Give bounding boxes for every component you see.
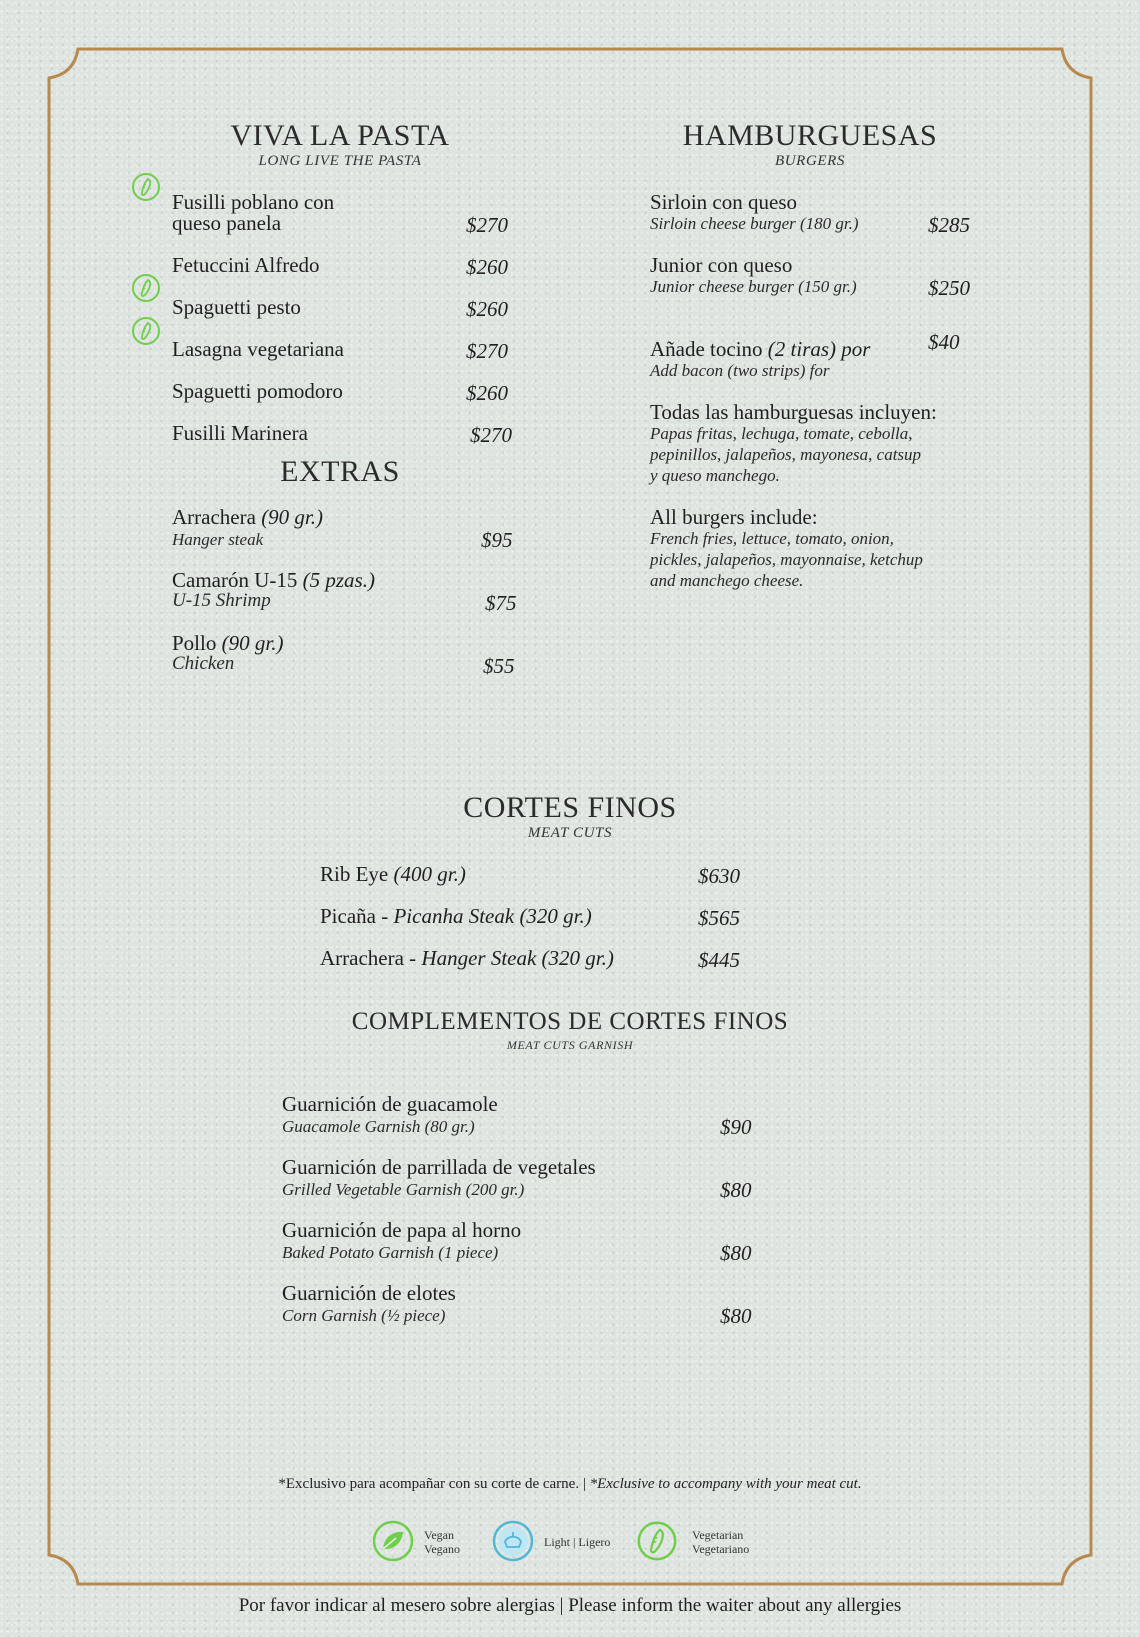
menu-item-description: Grilled Vegetable Garnish (200 gr.): [282, 1180, 525, 1199]
garnish-title: COMPLEMENTOS DE CORTES FINOS: [351, 1008, 789, 1035]
menu-item-description: U-15 Shrimp: [172, 590, 271, 611]
note-en: *Exclusive to accompany with your meat cut.: [589, 1476, 862, 1492]
menu-item-price: $445: [698, 948, 740, 972]
menu-item-name: Spaguetti pomodoro: [172, 379, 343, 403]
menu-item-name: [320, 864, 466, 885]
item-name: Camarón U-15: [172, 568, 298, 592]
menu-item-name: Sirloin con queso: [650, 190, 797, 214]
cuts-subtitle: MEAT CUTS: [527, 825, 613, 841]
item-detail: Picanha Steak (320 gr.): [393, 904, 592, 928]
cuts-title: CORTES FINOS: [463, 791, 677, 824]
vegetarian-icon: [131, 172, 161, 202]
menu-item-name: Fetuccini Alfredo: [172, 253, 320, 277]
includes-line: pepinillos, jalapeños, mayonesa, catsup: [650, 445, 922, 464]
menu-item-description: Chicken: [172, 653, 235, 674]
menu-item-price: $95: [481, 528, 513, 552]
menu-item-price: $40: [928, 330, 960, 354]
menu-item-name: Junior con queso: [650, 253, 793, 277]
menu-item-name: Fusilli Marinera: [172, 421, 308, 445]
menu-item-price: $270: [470, 423, 512, 447]
menu-item-name: Guarnición de guacamole: [282, 1092, 498, 1116]
menu-item-name: Guarnición de papa al horno: [282, 1218, 522, 1242]
menu-item-price: $260: [466, 297, 508, 321]
vegetarian-label-en: Vegetarian: [692, 1528, 744, 1542]
menu-item-price: $90: [720, 1115, 752, 1139]
menu-item-price: $80: [720, 1178, 752, 1202]
menu-item-price: $75: [485, 591, 517, 615]
includes-line: Papas fritas, lechuga, tomate, cebolla,: [650, 424, 913, 443]
menu-item-description: Add bacon (two strips) for: [650, 361, 830, 380]
menu-item-name: Fusilli poblano con: [172, 190, 335, 214]
menu-item-description: Corn Garnish (½ piece): [282, 1306, 446, 1325]
item-name: Picaña -: [320, 904, 394, 928]
vegan-label-es: Vegano: [424, 1542, 460, 1556]
includes-title-es: Todas las hamburguesas incluyen:: [650, 400, 937, 424]
vegetarian-icon: [131, 316, 161, 346]
includes-line: and manchego cheese.: [650, 571, 804, 590]
item-name: Añade tocino: [650, 337, 763, 361]
item-name: Pollo: [172, 631, 217, 655]
vegetarian-label: [692, 1528, 749, 1556]
item-name: Rib Eye: [320, 862, 389, 886]
menu-item-description: Junior cheese burger (150 gr.): [650, 277, 857, 296]
menu-item-price: $270: [466, 339, 508, 363]
item-detail: Hanger Steak (320 gr.): [421, 946, 614, 970]
item-weight: (90 gr.): [261, 505, 324, 529]
menu-item-price: $260: [466, 255, 508, 279]
vegan-icon: [372, 1520, 414, 1562]
menu-item-name: [172, 570, 375, 591]
menu-item-name: Guarnición de parrillada de vegetales: [282, 1155, 596, 1179]
light-icon: [492, 1520, 534, 1562]
item-name: Arrachera -: [320, 946, 422, 970]
item-weight: (5 pzas.): [302, 568, 375, 592]
burgers-title: HAMBURGUESAS: [682, 119, 938, 152]
menu-item-name: [172, 633, 283, 654]
menu-item-name: Lasagna vegetariana: [172, 337, 344, 361]
extras-title: EXTRAS: [280, 455, 400, 488]
menu-item-name: [320, 906, 592, 927]
menu-item-name: Spaguetti pesto: [172, 295, 301, 319]
menu-item-price: $565: [698, 906, 740, 930]
exclusive-note: [120, 1476, 1020, 1493]
item-weight: (2 tiras) por: [767, 337, 871, 361]
menu-item-price: $260: [466, 381, 508, 405]
menu-item-price: $55: [483, 654, 515, 678]
light-label: Light | Ligero: [544, 1535, 611, 1549]
burgers-subtitle: BURGERS: [774, 153, 845, 169]
vegetarian-icon: [636, 1520, 678, 1562]
item-name: Arrachera: [172, 505, 256, 529]
menu-item-description: Sirloin cheese burger (180 gr.): [650, 214, 859, 233]
note-es: *Exclusivo para acompañar con su corte de carne. |: [278, 1476, 590, 1492]
menu-item-description: Guacamole Garnish (80 gr.): [282, 1117, 475, 1136]
vegetarian-label-es: Vegetariano: [692, 1542, 750, 1556]
menu-item-name: [650, 339, 870, 360]
garnish-subtitle: MEAT CUTS GARNISH: [506, 1038, 634, 1052]
menu-item-name: [320, 948, 614, 969]
menu-item-price: $80: [720, 1304, 752, 1328]
vegan-label-en: Vegan: [424, 1528, 454, 1542]
menu-item-name: [172, 507, 323, 528]
pasta-subtitle: LONG LIVE THE PASTA: [258, 153, 422, 169]
vegan-label: [424, 1528, 460, 1556]
pasta-title: VIVA LA PASTA: [230, 119, 450, 152]
menu-item-description: Baked Potato Garnish (1 piece): [282, 1243, 499, 1262]
includes-line: y queso manchego.: [650, 466, 780, 485]
menu-item-price: $630: [698, 864, 740, 888]
menu-item-price: $80: [720, 1241, 752, 1265]
includes-line: pickles, jalapeños, mayonnaise, ketchup: [650, 550, 923, 569]
menu-item-price: $270: [466, 213, 508, 237]
allergy-footer: Por favor indicar al mesero sobre alergias | Please inform the waiter about any allergies: [238, 1595, 902, 1616]
menu-item-description: Hanger steak: [172, 530, 264, 549]
includes-title-en: All burgers include:: [650, 505, 818, 529]
includes-line: French fries, lettuce, tomato, onion,: [650, 529, 894, 548]
vegetarian-icon: [131, 273, 161, 303]
menu-item-price: $285: [928, 213, 970, 237]
menu-item-name: Guarnición de elotes: [282, 1281, 456, 1305]
item-detail: (400 gr.): [393, 862, 466, 886]
menu-item-price: $250: [928, 276, 970, 300]
item-weight: (90 gr.): [221, 631, 284, 655]
menu-item-name: queso panela: [172, 211, 282, 235]
